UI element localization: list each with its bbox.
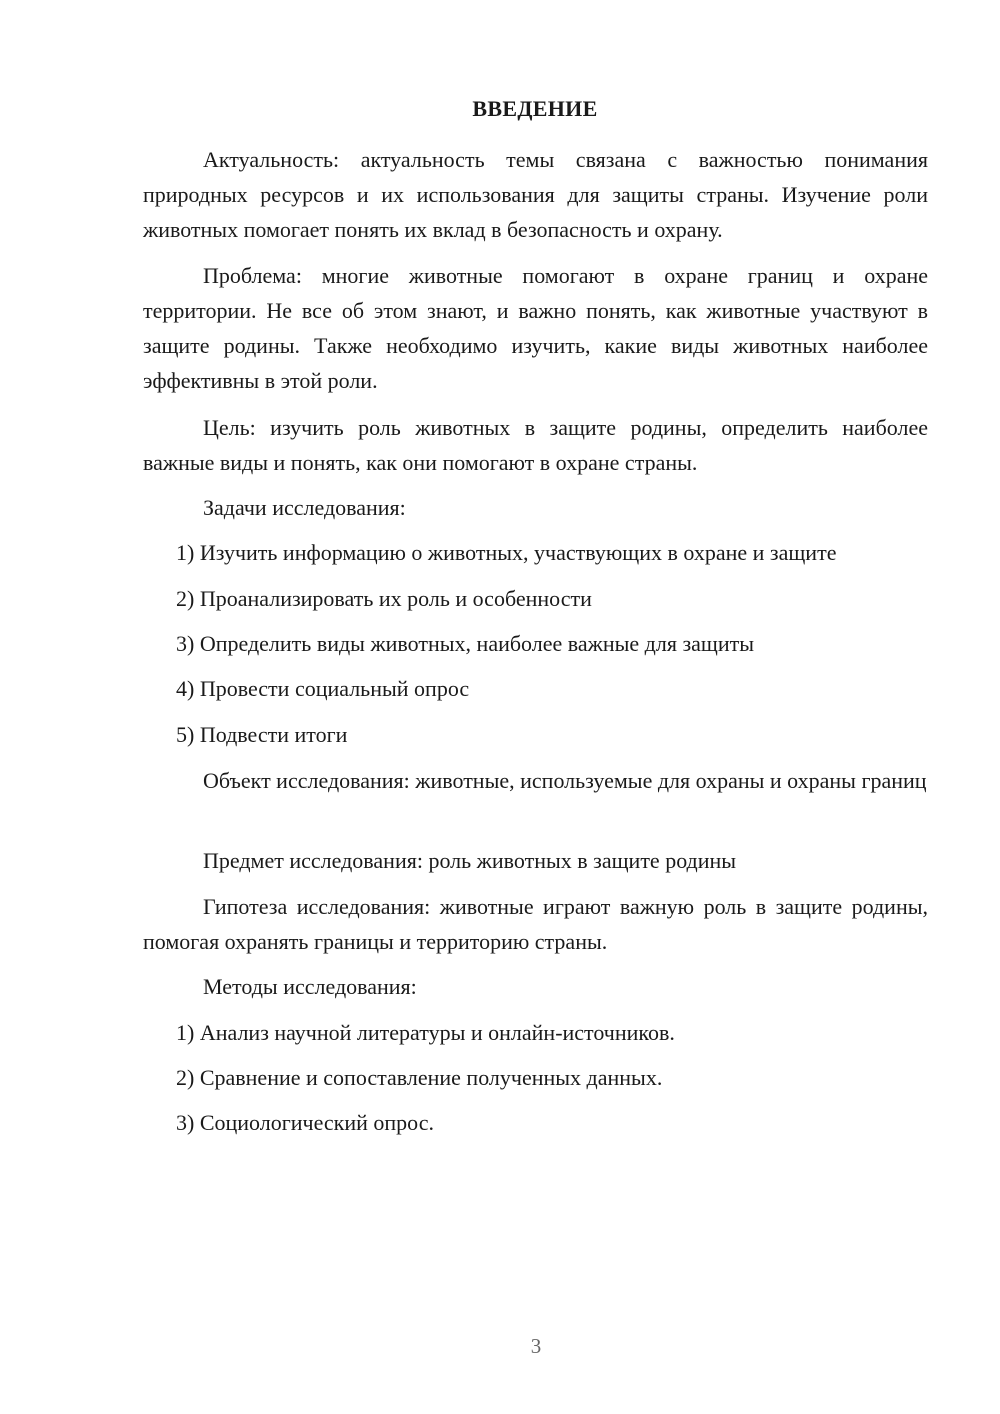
tasks-title: Задачи исследования: [203, 495, 406, 520]
task-item-3: 3) Определить виды животных, наиболее важные для защиты [176, 631, 755, 656]
problem-paragraph: Проблема: многие животные помогают в охране границ и охране территории. Не все об этом знают, и важно понять, как животные участвуют в защите родины. Также необходимо изучить, какие виды животных наиболее эффективны в этой роли. [143, 263, 928, 393]
task-item-4: 4) Провести социальный опрос [176, 676, 470, 701]
method-item-2: 2) Сравнение и сопоставление полученных данных. [176, 1065, 663, 1090]
methods-title: Методы исследования: [203, 974, 417, 999]
task-item-2: 2) Проанализировать их роль и особенности [176, 586, 592, 611]
goal-paragraph: Цель: изучить роль животных в защите родины, определить наиболее важные виды и понять, как они помогают в охране страны. [143, 415, 928, 475]
method-item-1: 1) Анализ научной литературы и онлайн-источников. [176, 1020, 675, 1045]
page-number: 3 [530, 1334, 542, 1358]
task-item-1: 1) Изучить информацию о животных, участвующих в охране и защите [176, 540, 837, 565]
section-heading: ВВЕДЕНИЕ [472, 96, 598, 121]
object-paragraph: Объект исследования: животные, используемые для охраны и охраны границ [203, 768, 927, 793]
method-item-3: 3) Социологический опрос. [176, 1110, 434, 1135]
relevance-paragraph: Актуальность: актуальность темы связана с важностью понимания природных ресурсов и их использования для защиты страны. Изучение роли животных помогает понять их вклад в безопасность и охрану. [143, 147, 928, 242]
hypothesis-paragraph: Гипотеза исследования: животные играют важную роль в защите родины, помогая охранять границы и территорию страны. [143, 894, 928, 954]
subject-paragraph: Предмет исследования: роль животных в защите родины [203, 848, 737, 873]
task-item-5: 5) Подвести итоги [176, 722, 348, 747]
